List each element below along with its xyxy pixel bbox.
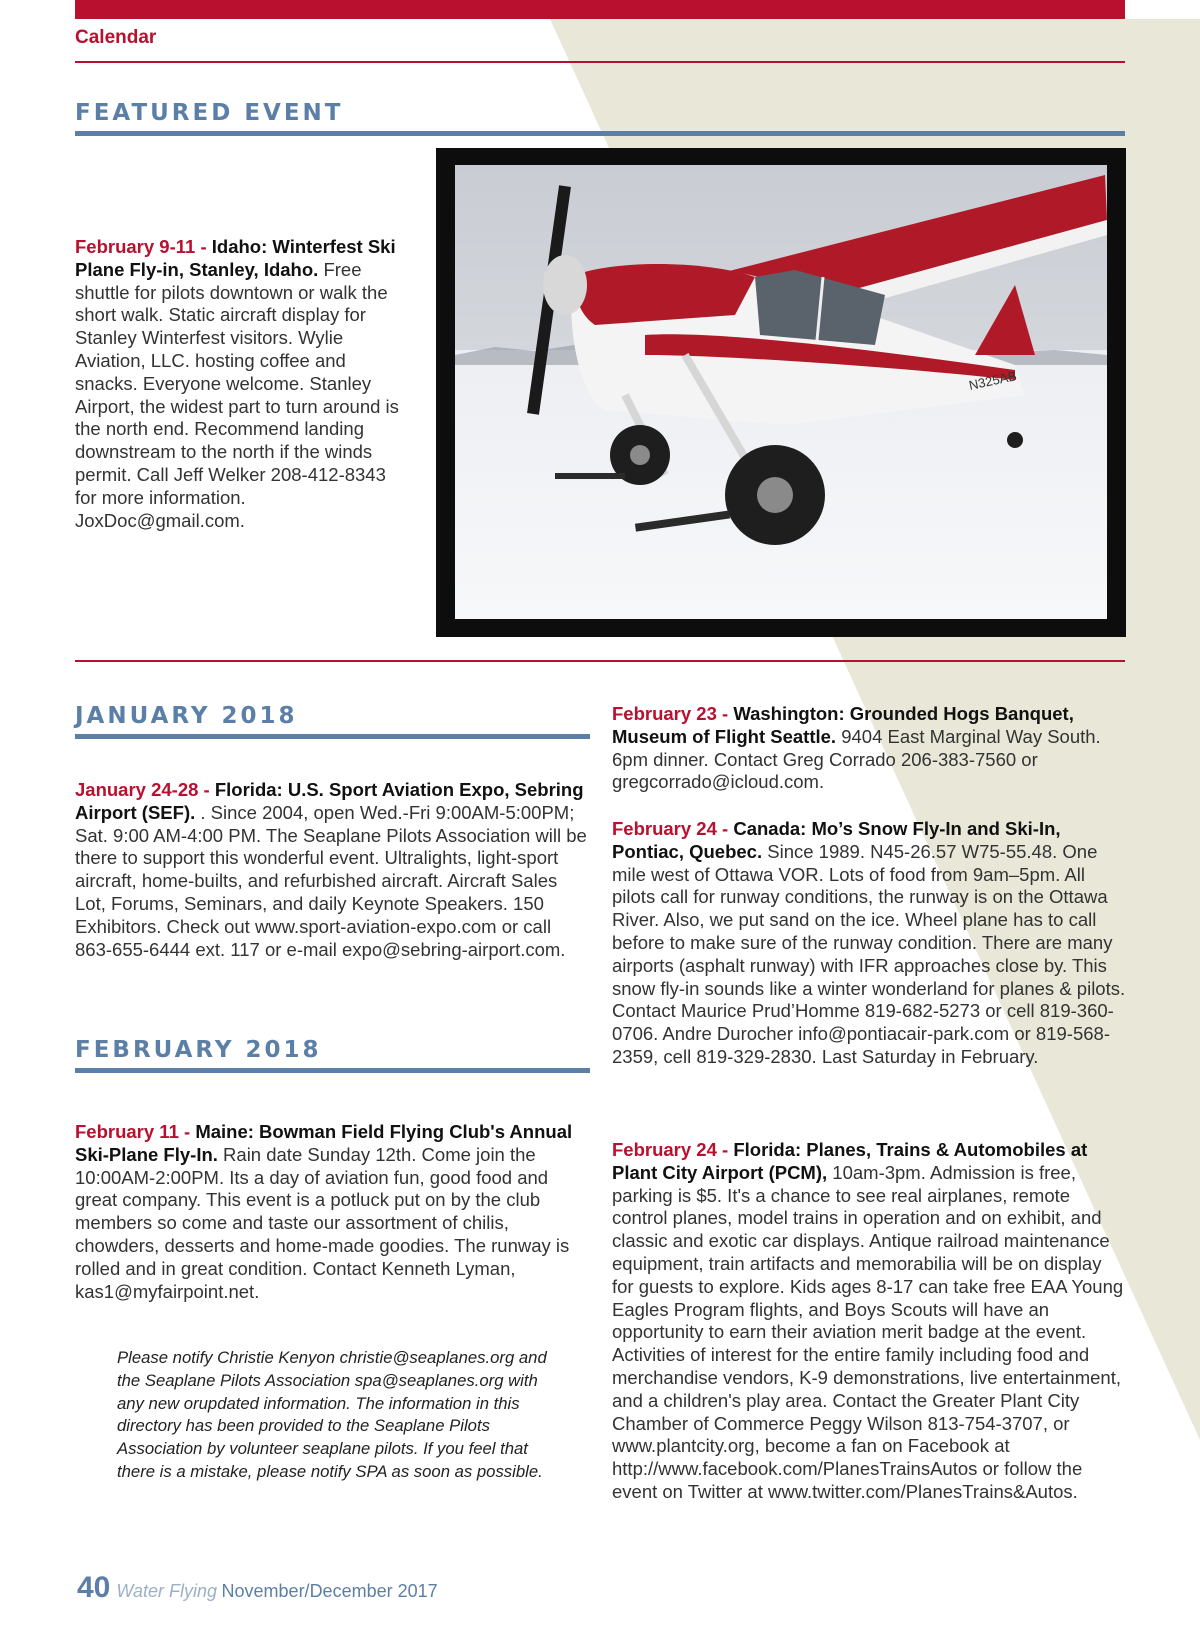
- event-body: Since 1989. N45-26.57 W75-55.48. One mile west of Ottawa VOR. Lots of food from 9am–5pm. All pilots call for runway conditions, the runway is on the Ottawa River. Also, we put sand on the ice. Wheel plane has to call before to make sure of the runway condition. There are many airports (asphalt runway) with IFR approaches close by. This snow fly-in sounds like a winter wonderland for planes & pilots. Contact Maurice Prud’Homme 819-682-5273 or cell 819-360-0706. Andre Durocher info@pontiacair-park.com or 819-568-2359, cell 819-329-2830. Last Saturday in February.: [612, 840, 1126, 1067]
- january-event: [75, 779, 590, 961]
- event-title: Canada: Mo’s Snow Fly-In and Ski-In, Pontiac, Quebec.: [612, 818, 1061, 862]
- top-accent-bar: [75, 0, 1125, 19]
- february-event: [75, 1121, 590, 1303]
- event-body: 10am-3pm. Admission is free, parking is $5. It's a chance to see real airplanes, remote control planes, model trains in operation and on exhibit, and classic and exotic car displays. Antique railroad maintenance equipment, train artifacts and memorabilia will be on display for guests to explore. Kids ages 8-17 can take free EAA Young Eagles Program flights, and Boys Scouts will have an opportunity to earn their aviation merit badge at the event. Activities of interest for the entire family including food and merchandise vendors, K-9 demonstrations, live entertainment, and a children's play area. Contact the Greater Plant City Chamber of Commerce Peggy Wilson 813-754-3707, or www.plantcity.org, become a fan on Facebook at http://www.facebook.com/PlanesTrainsAutos or follow the event on Twitter at www.twitter.com/PlanesTrains&Autos.: [612, 1161, 1124, 1502]
- event-title: Maine: Bowman Field Flying Club's Annual Ski-Plane Fly-In.: [75, 1121, 573, 1165]
- featured-event: [75, 236, 410, 532]
- january-rule: [75, 734, 590, 739]
- event-date: February 11 -: [75, 1121, 191, 1142]
- header-rule: [75, 61, 1125, 63]
- event-date: February 9-11 -: [75, 236, 207, 257]
- february-event: [612, 818, 1126, 1069]
- event-date: February 24 -: [612, 818, 729, 839]
- february-event: [612, 1139, 1126, 1504]
- february-rule: [75, 1068, 590, 1073]
- event-title: Florida: Planes, Trains & Automobiles at Plant City Airport (PCM),: [612, 1139, 1088, 1183]
- page-number: 40: [77, 1571, 111, 1604]
- event-date: February 23 -: [612, 703, 729, 724]
- february-event: [612, 703, 1126, 794]
- submission-notice: Please notify Christie Kenyon christie@seaplanes.org and the Seaplane Pilots Association spa@seaplanes.org with any new orupdated information. The information in this directory has been provided to the Seaplane Pilots Association by volunteer seaplane pilots. If you feel that there is a mistake, please notify SPA as soon as possible.: [117, 1348, 547, 1481]
- event-body: . Since 2004, open Wed.-Fri 9:00AM-5:00PM; Sat. 9:00 AM-4:00 PM. The Seaplane Pilots Association will be there to support this wonderful event. Ultralights, light-sport aircraft, home-builts, and refurbished aircraft. Aircraft Sales Lot, Forums, Seminars, and daily Keynote Speakers. 150 Exhibitors. Check out www.sport-aviation-expo.com or call 863-655-6444 ext. 117 or e-mail expo@sebring-airport.com.: [75, 801, 587, 960]
- event-body: Rain date Sunday 12th. Come join the 10:00AM-2:00PM. Its a day of aviation fun, good food and great company. This event is a potluck put on by the club members so come and taste our assortment of chilis, chowders, desserts and home-made goodies. The runway is rolled and in great condition. Contact Kenneth Lyman, kas1@myfairpoint.net.: [75, 1143, 570, 1302]
- featured-heading: FEATURED EVENT: [75, 100, 344, 126]
- page-footer: [77, 1571, 438, 1605]
- featured-rule: [75, 131, 1125, 136]
- featured-bottom-rule: [75, 660, 1125, 662]
- section-label: Calendar: [75, 27, 157, 48]
- event-body: Free shuttle for pilots downtown or walk the short walk. Static aircraft display for Stanley Winterfest visitors. Wylie Aviation, LLC. hosting coffee and snacks. Everyone welcome. Stanley Airport, the widest part to turn around is the north end. Recommend landing downstream to the north if the winds permit. Call Jeff Welker 208-412-8343 for more information. JoxDoc@gmail.com.: [75, 258, 399, 531]
- event-title: Idaho: Winterfest Ski Plane Fly-in, Stanley, Idaho.: [75, 236, 396, 280]
- issue-date: November/December 2017: [221, 1581, 438, 1601]
- publication-name: Water Flying: [116, 1581, 218, 1601]
- event-title: Florida: U.S. Sport Aviation Expo, Sebring Airport (SEF).: [75, 779, 584, 823]
- january-heading: JANUARY 2018: [75, 703, 298, 729]
- february-heading: FEBRUARY 2018: [75, 1037, 322, 1063]
- event-date: January 24-28 -: [75, 779, 210, 800]
- featured-photo: [436, 148, 1126, 637]
- aircraft-registration: N325AB: [967, 368, 1018, 393]
- event-body: 9404 East Marginal Way South. 6pm dinner. Contact Greg Corrado 206-383-7560 or gregcorrado@icloud.com.: [612, 725, 1101, 793]
- event-date: February 24 -: [612, 1139, 729, 1160]
- event-title: Washington: Grounded Hogs Banquet, Museum of Flight Seattle.: [612, 703, 1074, 747]
- ski-plane-photo: [455, 165, 1107, 619]
